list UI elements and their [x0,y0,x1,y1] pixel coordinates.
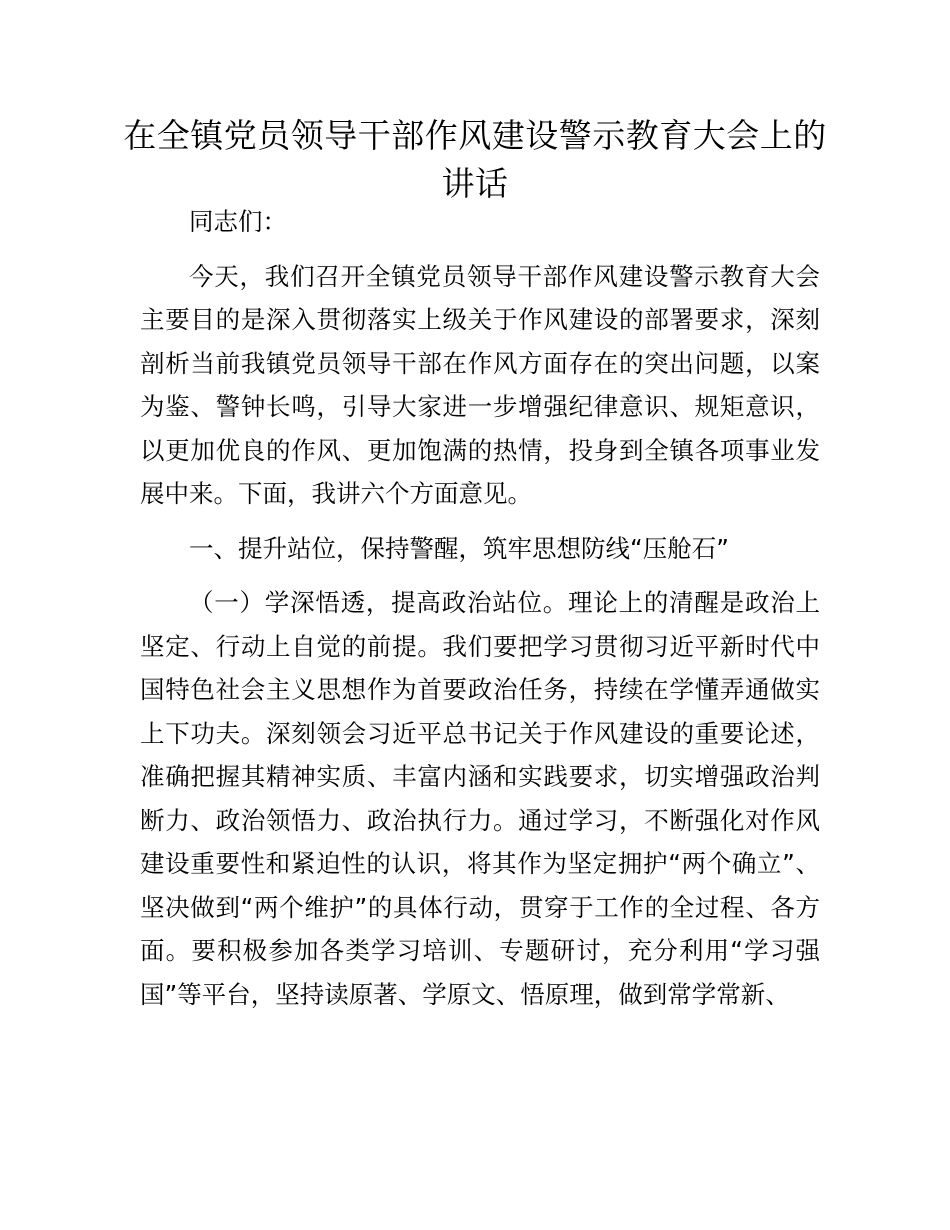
intro-paragraph: 今天，我们召开全镇党员领导干部作风建设警示教育大会主要目的是深入贯彻落实上级关于作风建设的部署要求，深刻剖析当前我镇党员领导干部在作风方面存在的突出问题，以案为鉴、警钟长鸣，引导大家进一步增强纪律意识、规矩意识，以更加优良的作风、更加饱满的热情，投身到全镇各项事业发展中来。下面，我讲六个方面意见。 [140,261,820,508]
subsection-paragraph-1: （一）学深悟透，提高政治站位。理论上的清醒是政治上坚定、行动上自觉的前提。我们要把学习贯彻习近平新时代中国特色社会主义思想作为首要政治任务，持续在学懂弄通做实上下功夫。深刻领会习近平总书记关于作风建设的重要论述，准确把握其精神实质、丰富内涵和实践要求，切实增强政治判断力、政治领悟力、政治执行力。通过学习，不断强化对作风建设重要性和紧迫性的认识，将其作为坚定拥护“两个确立”、坚决做到“两个维护”的具体行动，贯穿于工作的全过程、各方面。要积极参加各类学习培训、专题研讨，充分利用“学习强国”等平台，坚持读原著、学原文、悟原理，做到常学常新、 [140,588,820,1009]
document-body [140,200,820,1016]
salutation: 同志们： [189,207,287,236]
document-title: 在全镇党员领导干部作风建设警示教育大会上的讲话 [123,116,827,203]
section-heading-1: 一、提升站位，保持警醒，筑牢思想防线“压舱石” [189,533,729,563]
